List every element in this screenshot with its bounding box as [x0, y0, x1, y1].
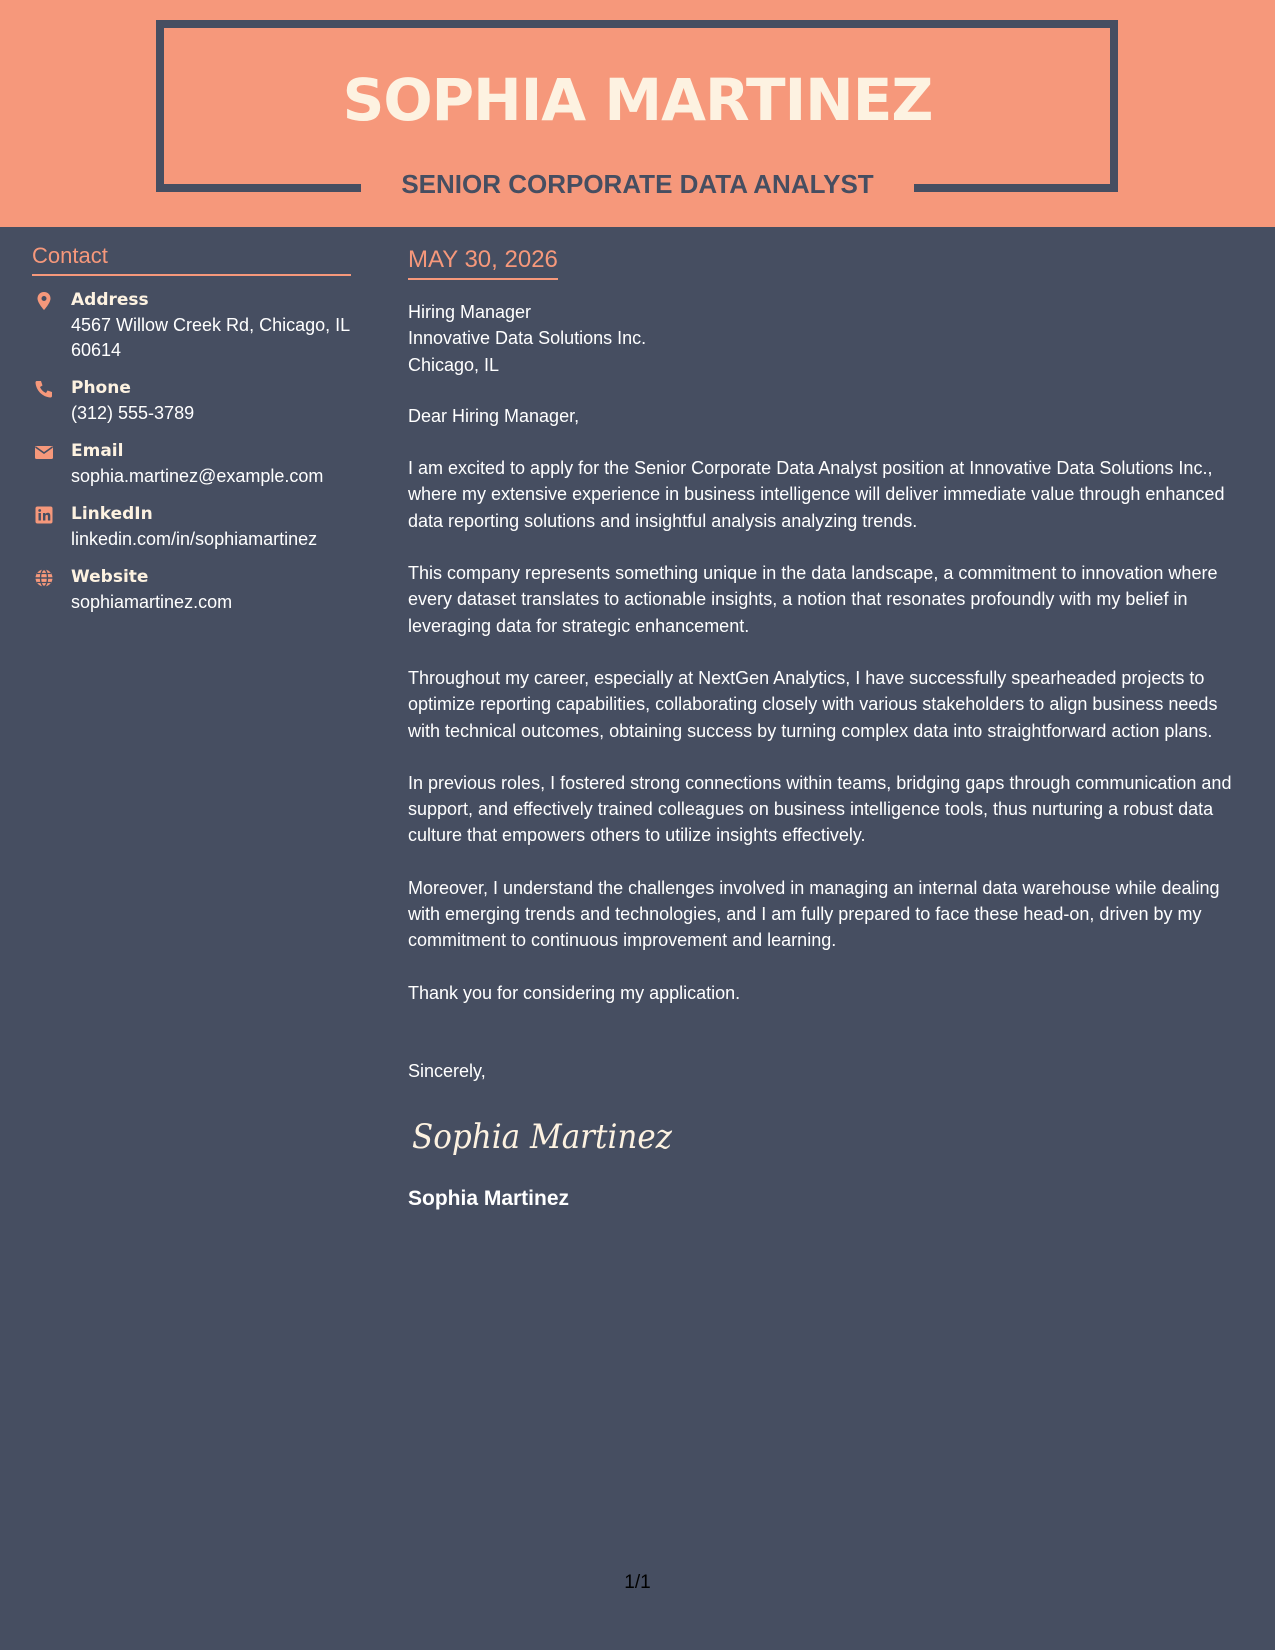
- contact-label: Email: [71, 441, 124, 461]
- location-pin-icon: [34, 291, 54, 311]
- recipient-company: Innovative Data Solutions Inc.: [408, 328, 647, 349]
- linkedin-icon: [34, 505, 54, 525]
- job-title: SENIOR CORPORATE DATA ANALYST: [401, 169, 874, 199]
- letter-date: MAY 30, 2026: [408, 243, 558, 280]
- svg-text:Sophia Martinez: Sophia Martinez: [412, 1117, 673, 1158]
- phone-icon: [34, 379, 54, 399]
- contact-label: Website: [71, 567, 149, 587]
- phone-value: (312) 555-3789: [71, 403, 195, 423]
- letter-paragraph: In previous roles, I fostered strong connections within teams, bridging gaps through communication and support, and effectively trained colleagues on business intelligence tools, thus nurturing a robust data culture that empowers others to utilize insights effectively.: [408, 772, 1232, 846]
- contact-label: LinkedIn: [71, 504, 153, 524]
- letter-paragraph: This company represents something unique in the data landscape, a commitment to innovation where every dataset translates to actionable insights, a notion that resonates profoundly with my belief in leveraging data for strategic enhancement.: [408, 563, 1218, 636]
- closing: Sincerely,: [408, 1060, 486, 1081]
- contact-label: Phone: [71, 378, 131, 398]
- address-value: 4567 Willow Creek Rd, Chicago, IL 60614: [71, 315, 350, 360]
- website-value[interactable]: sophiamartinez.com: [71, 592, 233, 612]
- contact-label: Address: [71, 290, 149, 310]
- contact-item-email: [32, 439, 351, 489]
- letter-paragraph: Moreover, I understand the challenges involved in managing an internal data warehouse while dealing with emerging trends and technologies, and I am fully prepared to face these head-on, driven by my commitment to continuous improvement and learning.: [408, 877, 1220, 951]
- globe-icon: [34, 568, 54, 588]
- linkedin-value[interactable]: linkedin.com/in/sophiamartinez: [71, 529, 318, 549]
- letter-paragraph: Thank you for considering my application.: [408, 982, 741, 1003]
- letter-paragraph: I am excited to apply for the Senior Corporate Data Analyst position at Innovative Data Solutions Inc., where my extensive experience in business intelligence will deliver immediate value through enhanced data reporting solutions and insightful analysis analyzing trends.: [408, 458, 1225, 531]
- header-banner: [0, 0, 1275, 227]
- recipient-title: Hiring Manager: [408, 302, 532, 322]
- contact-item-linkedin: [32, 502, 351, 552]
- contact-heading: Contact: [32, 240, 351, 276]
- letter-paragraph: Throughout my career, especially at NextGen Analytics, I have successfully spearheaded projects to optimize reporting capabilities, collaborating closely with various stakeholders to align business needs with technical outcomes, obtaining success by turning complex data into straightforward action plans.: [408, 667, 1218, 741]
- signer-name: Sophia Martinez: [408, 1187, 570, 1211]
- recipient-location: Chicago, IL: [408, 354, 500, 375]
- contact-item-address: [32, 288, 351, 363]
- letter-body: [408, 243, 1248, 1214]
- salutation: Dear Hiring Manager,: [408, 405, 580, 426]
- contact-item-website: [32, 565, 351, 615]
- envelope-icon: [34, 442, 54, 462]
- contact-sidebar: [32, 240, 351, 628]
- page-number: 1/1: [624, 1572, 651, 1593]
- email-value[interactable]: sophia.martinez@example.com: [71, 466, 324, 486]
- recipient-block: [408, 299, 1248, 378]
- applicant-name: SOPHIA MARTINEZ: [342, 66, 933, 134]
- handwritten-signature: [408, 1106, 678, 1166]
- contact-item-phone: [32, 376, 351, 426]
